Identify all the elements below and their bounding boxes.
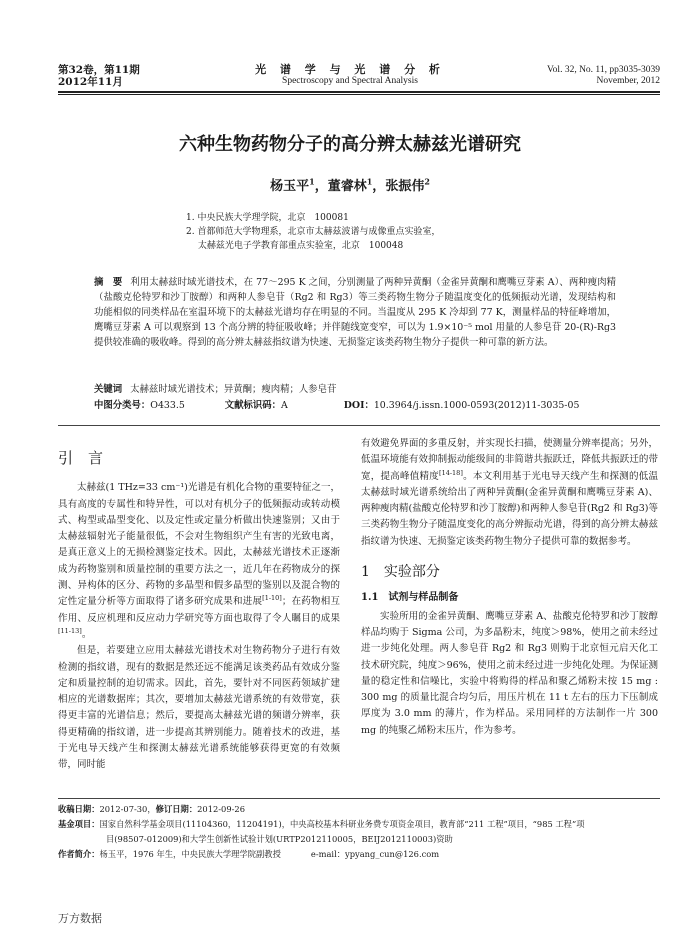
header-rule-thin	[58, 94, 660, 95]
volume-issue-en: Vol. 32, No. 11, pp3035-3039	[547, 65, 660, 75]
fund-label: 基金项目：	[58, 819, 100, 829]
intro-p1-end: 。	[81, 628, 92, 640]
journal-title-block	[255, 63, 445, 87]
fund-text: 国家自然科学基金项目(11104360，11204191)，中央高校基本科研业务费专项资金项目，教育部“211 工程”项目，“985 工程”项	[99, 819, 585, 829]
header-rule	[58, 91, 660, 93]
received-date: 2012-07-30，	[99, 804, 156, 814]
clc-value: O433.5	[150, 400, 185, 411]
date-en: November, 2012	[596, 76, 660, 86]
section-heading-1: 1 实验部分	[361, 564, 440, 581]
revised-label: 修订日期：	[155, 804, 198, 814]
subsection-heading-1-1: 1.1 试剂与样品制备	[361, 592, 459, 604]
author-info: 杨玉平，1976 年生，中央民族大学理学院副教授	[99, 849, 281, 859]
keywords	[94, 382, 654, 397]
clc-label: 中图分类号：	[94, 400, 151, 411]
left-column	[58, 449, 340, 774]
affiliation-line: 1. 中央民族大学理学院，北京 100081	[186, 213, 349, 223]
abstract-text: 利用太赫兹时域光谱技术，在 77～295 K 之间，分别测量了两种异黄酮（金雀异黄酮和鹰嘴豆芽素 A）、两种瘦肉精（盐酸克伦特罗和沙丁胺醇）和两种人参皂苷（Rg2 和 Rg3）等三类药物生物分子随温度变化的低频振动光谱，发现结构和功能相似的同类样品在室温环境下的太赫兹光谱均存在明显的不同。当温度从 295 K 冷却到 77 K，测量样品的特征峰增加，鹰嘴豆芽素 A 可以观察到 13 个高分辨的特征吸收峰；并伴随线宽变窄，可以为 1.9×10⁻⁵ mol 用量的人参皂苷 20-(R)-Rg3 提供较准确的吸收峰。得到的高分辨太赫兹指纹谱为快速、无损鉴定该类药物生物分子提供一种可靠的新方法。	[94, 277, 616, 349]
journal-title-en: Spectroscopy and Spectral Analysis	[282, 76, 418, 86]
email-label: e-mail：	[310, 849, 346, 859]
doi-label: DOI：	[343, 400, 374, 411]
footnote-fund	[58, 817, 660, 832]
keywords-text: 太赫兹时域光谱技术；异黄酮；瘦肉精；人参皂苷	[130, 384, 337, 395]
author-name: 张振伟	[385, 179, 425, 194]
journal-volume-en	[547, 65, 660, 87]
abstract	[94, 275, 616, 350]
footnote-fund-cont: 目(98507-012009)和大学生创新性试验计划(URTP2012110005，BEIJ2012110003)资助	[106, 834, 453, 844]
doc-code-value: A	[281, 400, 288, 411]
author-name: 董睿林	[327, 179, 367, 194]
footnote-dates	[58, 802, 660, 817]
intro-p1: 太赫兹(1 THz=33 cm⁻¹)光谱是有机化合物的重要特征之一，具有高度的专属性和特异性，可以对有机分子的低频振动或转动模式、构型或晶型变化、以及定性或定量分析做出快速鉴别；又由于太赫兹辐射光子能量很低，不会对生物组织产生有害的光致电离，是真正意义上的无损检测鉴定技术。因此，太赫兹光谱技术正逐渐成为药物鉴别和质量控制的重要方法之一，近几年在药物成分的探测、异构体的区分、药物的多晶型和假多晶型的鉴别以及混合物的定性定量分析等方面取得了诸多研究成果和进展	[58, 482, 340, 608]
classification-line	[94, 398, 654, 413]
right-cont: 有效避免界面的多重反射，并实现长扫描，使测量分辨率提高；另外，低温环境能有效抑制振动能级间的非简谐共振跃迁，降低共振跃迁的带宽，提高峰值精度	[361, 438, 658, 482]
citation: [11-13]	[58, 626, 82, 635]
footnote	[58, 802, 660, 862]
footnote-author	[58, 847, 660, 862]
author-affil-mark: 1	[309, 176, 315, 187]
author-affil-mark: 1	[366, 176, 373, 187]
volume-issue-cn: 第32卷，第11期	[58, 64, 140, 76]
doi-value: 10.3964/j.issn.1000-0593(2012)11-3035-05	[373, 400, 580, 411]
journal-volume-cn	[58, 64, 140, 88]
author-affil-mark: 2	[424, 176, 430, 187]
email: ypyang_cun@126.com	[345, 849, 440, 859]
abstract-divider	[58, 425, 660, 426]
citation: [1-10]	[262, 594, 282, 603]
right-cont-tail: 。本文利用基于光电导天线产生和探测的低温太赫兹时域光谱系统给出了两种异黄酮(金雀异黄酮和鹰嘴豆芽素 A)、两种瘦肉精(盐酸克伦特罗和沙丁胺醇)和两种人参皂苷(Rg2 和 Rg3)等三类药物生物分子随温度变化的高分辨振动光谱，得到的高分辨太赫兹指纹谱为快速、无损鉴定该类药物生物分子提供可靠的数据参考。	[361, 470, 658, 547]
citation: [14-18]	[439, 468, 463, 477]
author-info-label: 作者简介：	[58, 849, 100, 859]
abstract-label: 摘 要	[94, 277, 123, 288]
author-list: 杨玉平$^1$，董睿林$^1$，张振伟$^2$	[270, 176, 430, 194]
date-cn: 2012年11月	[58, 76, 123, 88]
revised-date: 2012-09-26	[197, 804, 245, 814]
paragraph	[58, 480, 340, 643]
doc-code-label: 文献标识码：	[224, 400, 282, 411]
affiliation-line: 太赫兹光电子学教育部重点实验室，北京 100048	[186, 241, 404, 251]
keywords-label: 关键词	[94, 384, 123, 395]
paper-title: 六种生物药物分子的高分辨太赫兹光谱研究	[179, 134, 521, 155]
watermark-text: 万方数据	[58, 912, 102, 925]
paragraph: 实验所用的金雀异黄酮、鹰嘴豆芽素 A、盐酸克伦特罗和沙丁胺醇样品均购于 Sigma 公司，为多晶粉末，纯度＞98%，使用之前未经过进一步纯化处理。两人参皂苷 Rg2 和 Rg3 则购于北京恒元启天化工技术研究院，纯度＞96%，使用之前未经过进一步纯化处理。为保证测量的稳定性和信噪比，实验中将购得的样品和聚乙烯粉末按 15 mg : 300 mg 的质量比混合均匀后，用压片机在 11 t 左右的压力下压制成厚度为 3.0 mm 的薄片，作为样品。采用同样的方法制作一片 300 mg 的纯聚乙烯粉末压片，作为参考。	[361, 610, 658, 736]
affiliation-line: 2. 首都师范大学物理系，北京市太赫兹波谱与成像重点实验室，	[186, 227, 441, 237]
paragraph	[361, 436, 658, 550]
received-label: 收稿日期：	[58, 804, 100, 814]
author-name: 杨玉平	[270, 179, 310, 194]
right-column	[361, 436, 658, 739]
section-heading-intro: 引 言	[58, 449, 104, 467]
paragraph: 但是，若要建立应用太赫兹光谱技术对生物药物分子进行有效检测的指纹谱，现有的数据是然还远不能满足该类药品有效成分鉴定和质量控制的迫切需求。因此，首先，要针对不同医药领域扩建相应的光谱数据库；其次，要增加太赫兹光谱系统的有效带宽，获得更丰富的光谱信息；然后，要提高太赫兹光谱的频谱分辨率，获得更精确的指纹谱，进一步提高其辨别能力。随着技术的改进，基于光电导天线产生和探测太赫兹光谱系统能够获得更宽的有效频带，同时能	[58, 645, 340, 771]
journal-title-cn: 光 谱 学 与 光 谱 分 析	[255, 63, 445, 76]
affiliations	[186, 211, 656, 253]
intro-p1-tail: ；在药物相互作用、反应机理和反应动力学研究等方面也取得了令人瞩目的成果	[58, 596, 340, 624]
footnote-rule	[58, 798, 660, 799]
